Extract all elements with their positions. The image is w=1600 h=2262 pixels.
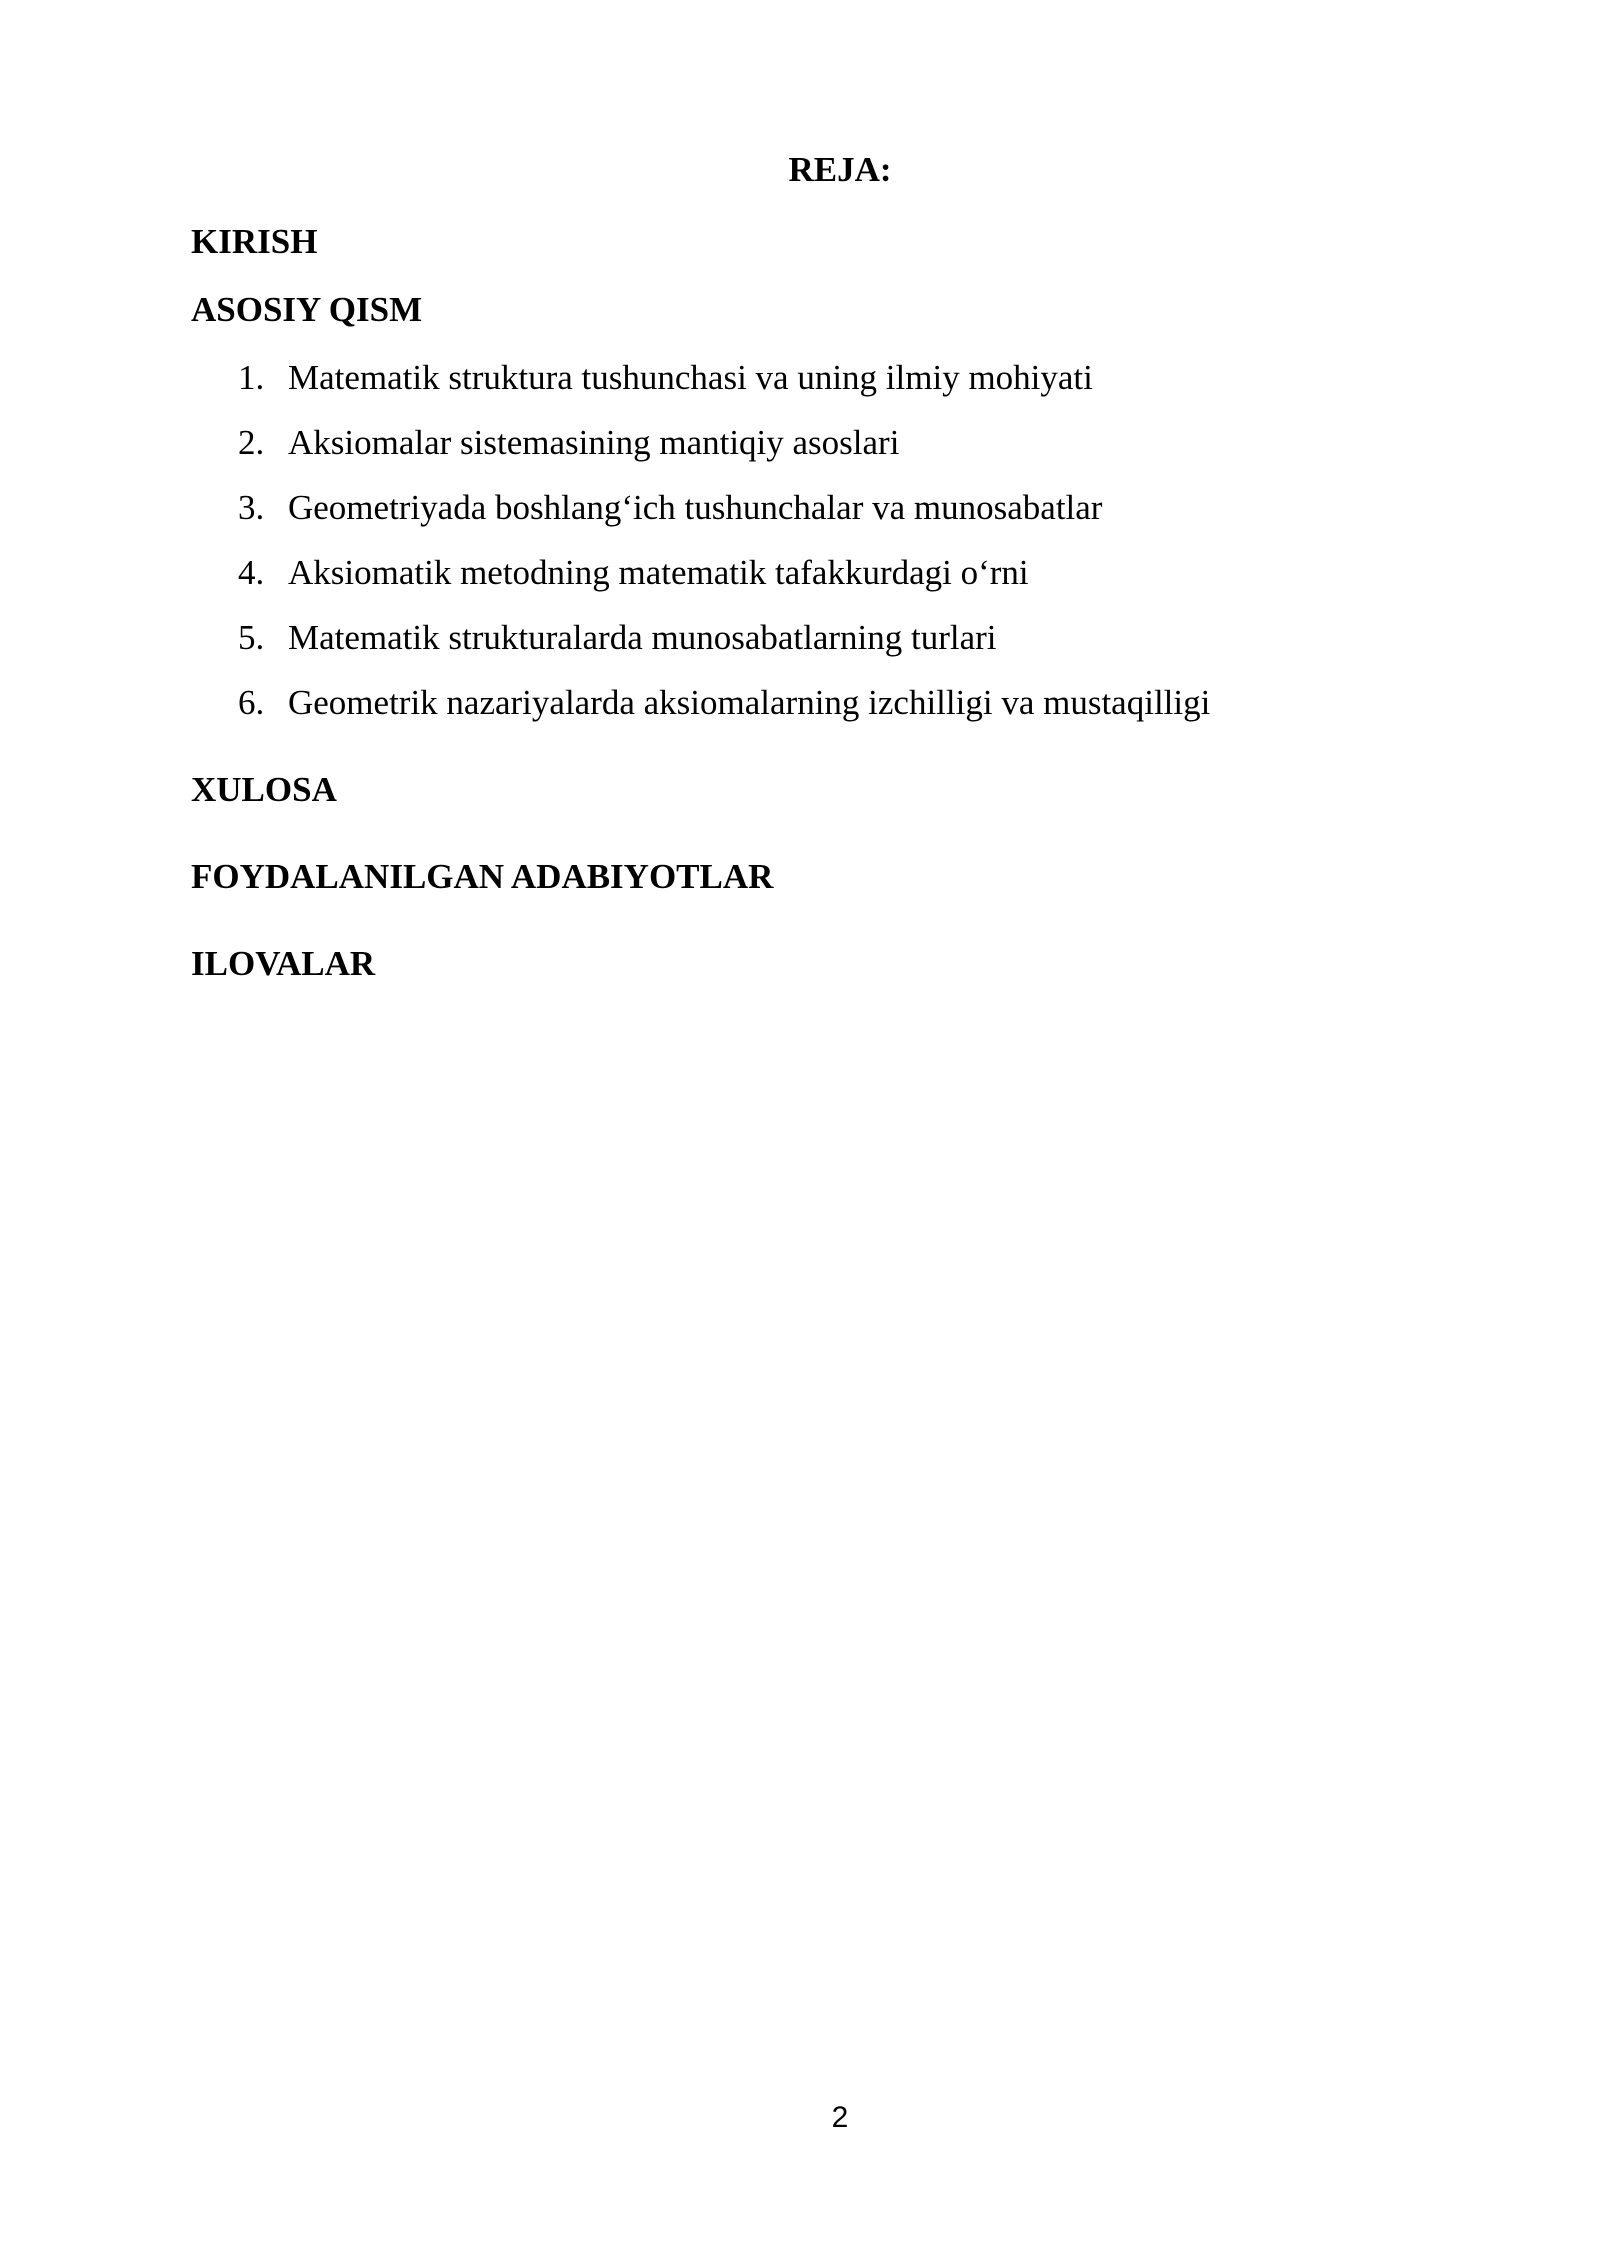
section-heading-main: ASOSIY QISM [191,290,423,329]
page-number: 2 [831,2101,849,2134]
section-heading-appendices: ILOVALAR [191,944,376,983]
plan-item-number: 4. [238,553,265,592]
plan-item-number: 1. [238,358,265,397]
plan-item [238,553,1029,593]
plan-item-number: 5. [238,618,265,657]
plan-item-number: 3. [238,488,265,527]
plan-item-number: 2. [238,423,265,462]
plan-item-text: Aksiomalar sistemasining mantiqiy asoslari [288,423,900,462]
section-heading-conclusion: XULOSA [191,770,337,809]
plan-item-text: Matematik struktura tushunchasi va uning ilmiy mohiyati [288,358,1093,397]
plan-title: REJA: [788,150,892,189]
plan-item [238,358,1093,398]
plan-item [238,618,997,658]
plan-item-text: Matematik strukturalarda munosabatlarning turlari [288,618,997,657]
plan-item [238,683,1210,723]
plan-item [238,488,1102,528]
plan-item-text: Geometriyada boshlang‘ich tushunchalar va munosabatlar [288,488,1103,527]
section-heading-intro: KIRISH [191,222,318,261]
plan-item-text: Aksiomatik metodning matematik tafakkurdagi o‘rni [288,553,1029,592]
plan-item [238,423,899,463]
plan-item-number: 6. [238,683,265,722]
plan-item-text: Geometrik nazariyalarda aksiomalarning izchilligi va mustaqilligi [288,683,1211,722]
section-heading-references: FOYDALANILGAN ADABIYOTLAR [191,857,774,896]
